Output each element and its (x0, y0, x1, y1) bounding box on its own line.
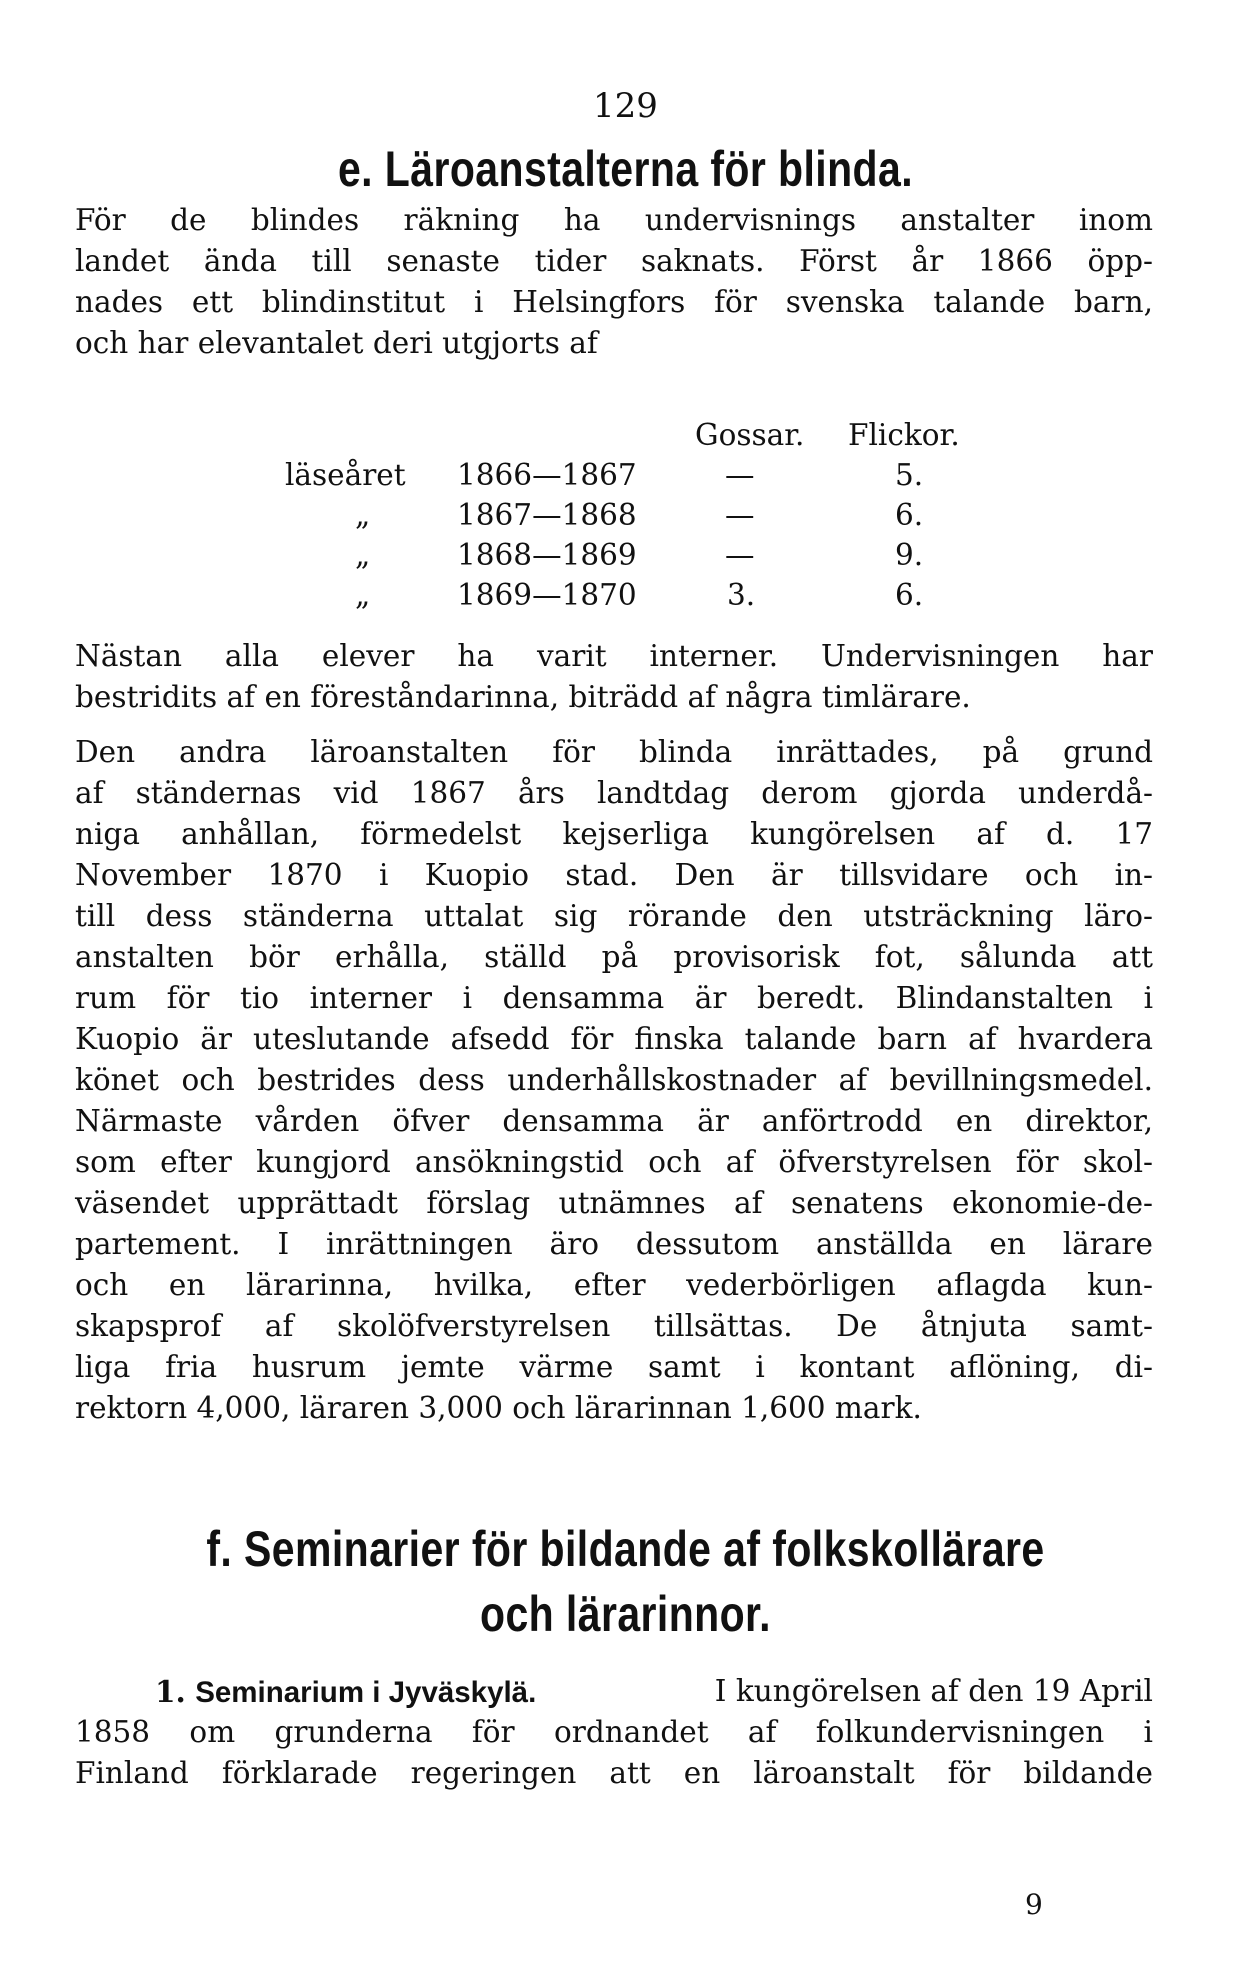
text-line: som efter kungjord ansökningstid och af öfverstyrelsen för skol- (75, 1145, 1153, 1179)
section-f-heading-line2: och lärarinnor. (480, 1586, 771, 1642)
row-prefix: läseåret (285, 458, 406, 492)
row-girls: 6. (895, 578, 924, 612)
section-e-para2 (75, 636, 1153, 718)
text-line: af ständernas vid 1867 års landtdag derom gjorda underdå- (75, 776, 1153, 810)
row-boys: 3. (727, 578, 756, 612)
text-line: 1858 om grunderna för ordnandet af folkundervisningen i (75, 1715, 1153, 1749)
text-line: könet och bestrides dess underhållskostnader af bevillningsmedel. (75, 1063, 1153, 1097)
table-header-row (0, 418, 1251, 458)
row-prefix: „ (355, 498, 371, 532)
text-line: partement. I inrättningen äro dessutom anställda en lärare (75, 1227, 1153, 1261)
header-girls: Flickor. (848, 418, 960, 452)
table-row (0, 498, 1251, 538)
row-years: 1867—1868 (457, 498, 637, 532)
text-line: anstalten bör erhålla, ställd på provisorisk fot, sålunda att (75, 940, 1153, 974)
row-girls: 6. (895, 498, 924, 532)
text-line: Den andra läroanstalten för blinda inrättades, på grund (75, 735, 1153, 769)
signature-mark: 9 (1025, 1888, 1043, 1921)
text-line: För de blindes räkning ha undervisnings anstalter inom (75, 203, 1153, 237)
text-line: väsendet upprättadt förslag utnämnes af senatens ekonomie-de- (75, 1186, 1153, 1220)
row-prefix: „ (355, 578, 371, 612)
text-line: nades ett blindinstitut i Helsingfors för svenska talande barn, (75, 285, 1153, 319)
text-line: bestridits af en föreståndarinna, biträdd af några timlärare. (75, 680, 971, 714)
text-line: liga fria husrum jemte värme samt i kontant aflöning, di- (75, 1350, 1153, 1384)
text-line: till dess ständerna uttalat sig rörande den utsträckning läro- (75, 899, 1153, 933)
section-e-heading: e. Läroanstalterna för blinda. (337, 141, 914, 197)
text-line: November 1870 i Kuopio stad. Den är tillsvidare och in- (75, 858, 1153, 892)
item-title: Seminarium i Jyväskylä. (195, 1676, 537, 1709)
text-line: landet ända till senaste tider saknats. Först år 1866 öpp- (75, 244, 1153, 278)
row-girls: 5. (895, 458, 924, 492)
text-line: och en lärarinna, hvilka, efter vederbörligen aflagda kun- (75, 1268, 1153, 1302)
text-line: Närmaste vården öfver densamma är anförtrodd en direktor, (75, 1104, 1153, 1138)
text-line: och har elevantalet deri utgjorts af (75, 326, 598, 360)
header-boys: Gossar. (695, 418, 805, 452)
row-girls: 9. (895, 538, 924, 572)
row-boys: — (725, 498, 755, 532)
row-years: 1866—1867 (457, 458, 637, 492)
row-prefix: „ (355, 538, 371, 572)
text-line: Nästan alla elever ha varit interner. Undervisningen har (75, 639, 1153, 673)
text-line: Kuopio är uteslutande afsedd för finska talande barn af hvardera (75, 1022, 1153, 1056)
item-number: 1. (155, 1674, 186, 1709)
section-f-item1 (75, 1671, 1153, 1794)
section-f-heading-line1: f. Seminarier för bildande af folkskollärare (206, 1521, 1045, 1577)
table-row (0, 538, 1251, 578)
item-first-line-rest: I kungörelsen af den 19 April (714, 1674, 1153, 1708)
text-line: niga anhållan, förmedelst kejserliga kungörelsen af d. 17 (75, 817, 1153, 851)
section-e-para3 (75, 732, 1153, 1429)
text-line: rektorn 4,000, läraren 3,000 och lärarinnan 1,600 mark. (75, 1391, 922, 1425)
row-years: 1868—1869 (457, 538, 637, 572)
text-line: Finland förklarade regeringen att en läroanstalt för bildande (75, 1756, 1153, 1790)
row-boys: — (725, 458, 755, 492)
table-row (0, 458, 1251, 498)
page-number: 129 (593, 86, 658, 126)
text-line: skapsprof af skolöfverstyrelsen tillsättas. De åtnjuta samt- (75, 1309, 1153, 1343)
text-line (75, 1671, 1153, 1712)
row-years: 1869—1870 (457, 578, 637, 612)
row-boys: — (725, 538, 755, 572)
text-line: rum för tio interner i densamma är beredt. Blindanstalten i (75, 981, 1153, 1015)
section-e-intro (75, 200, 1153, 364)
table-row (0, 578, 1251, 618)
